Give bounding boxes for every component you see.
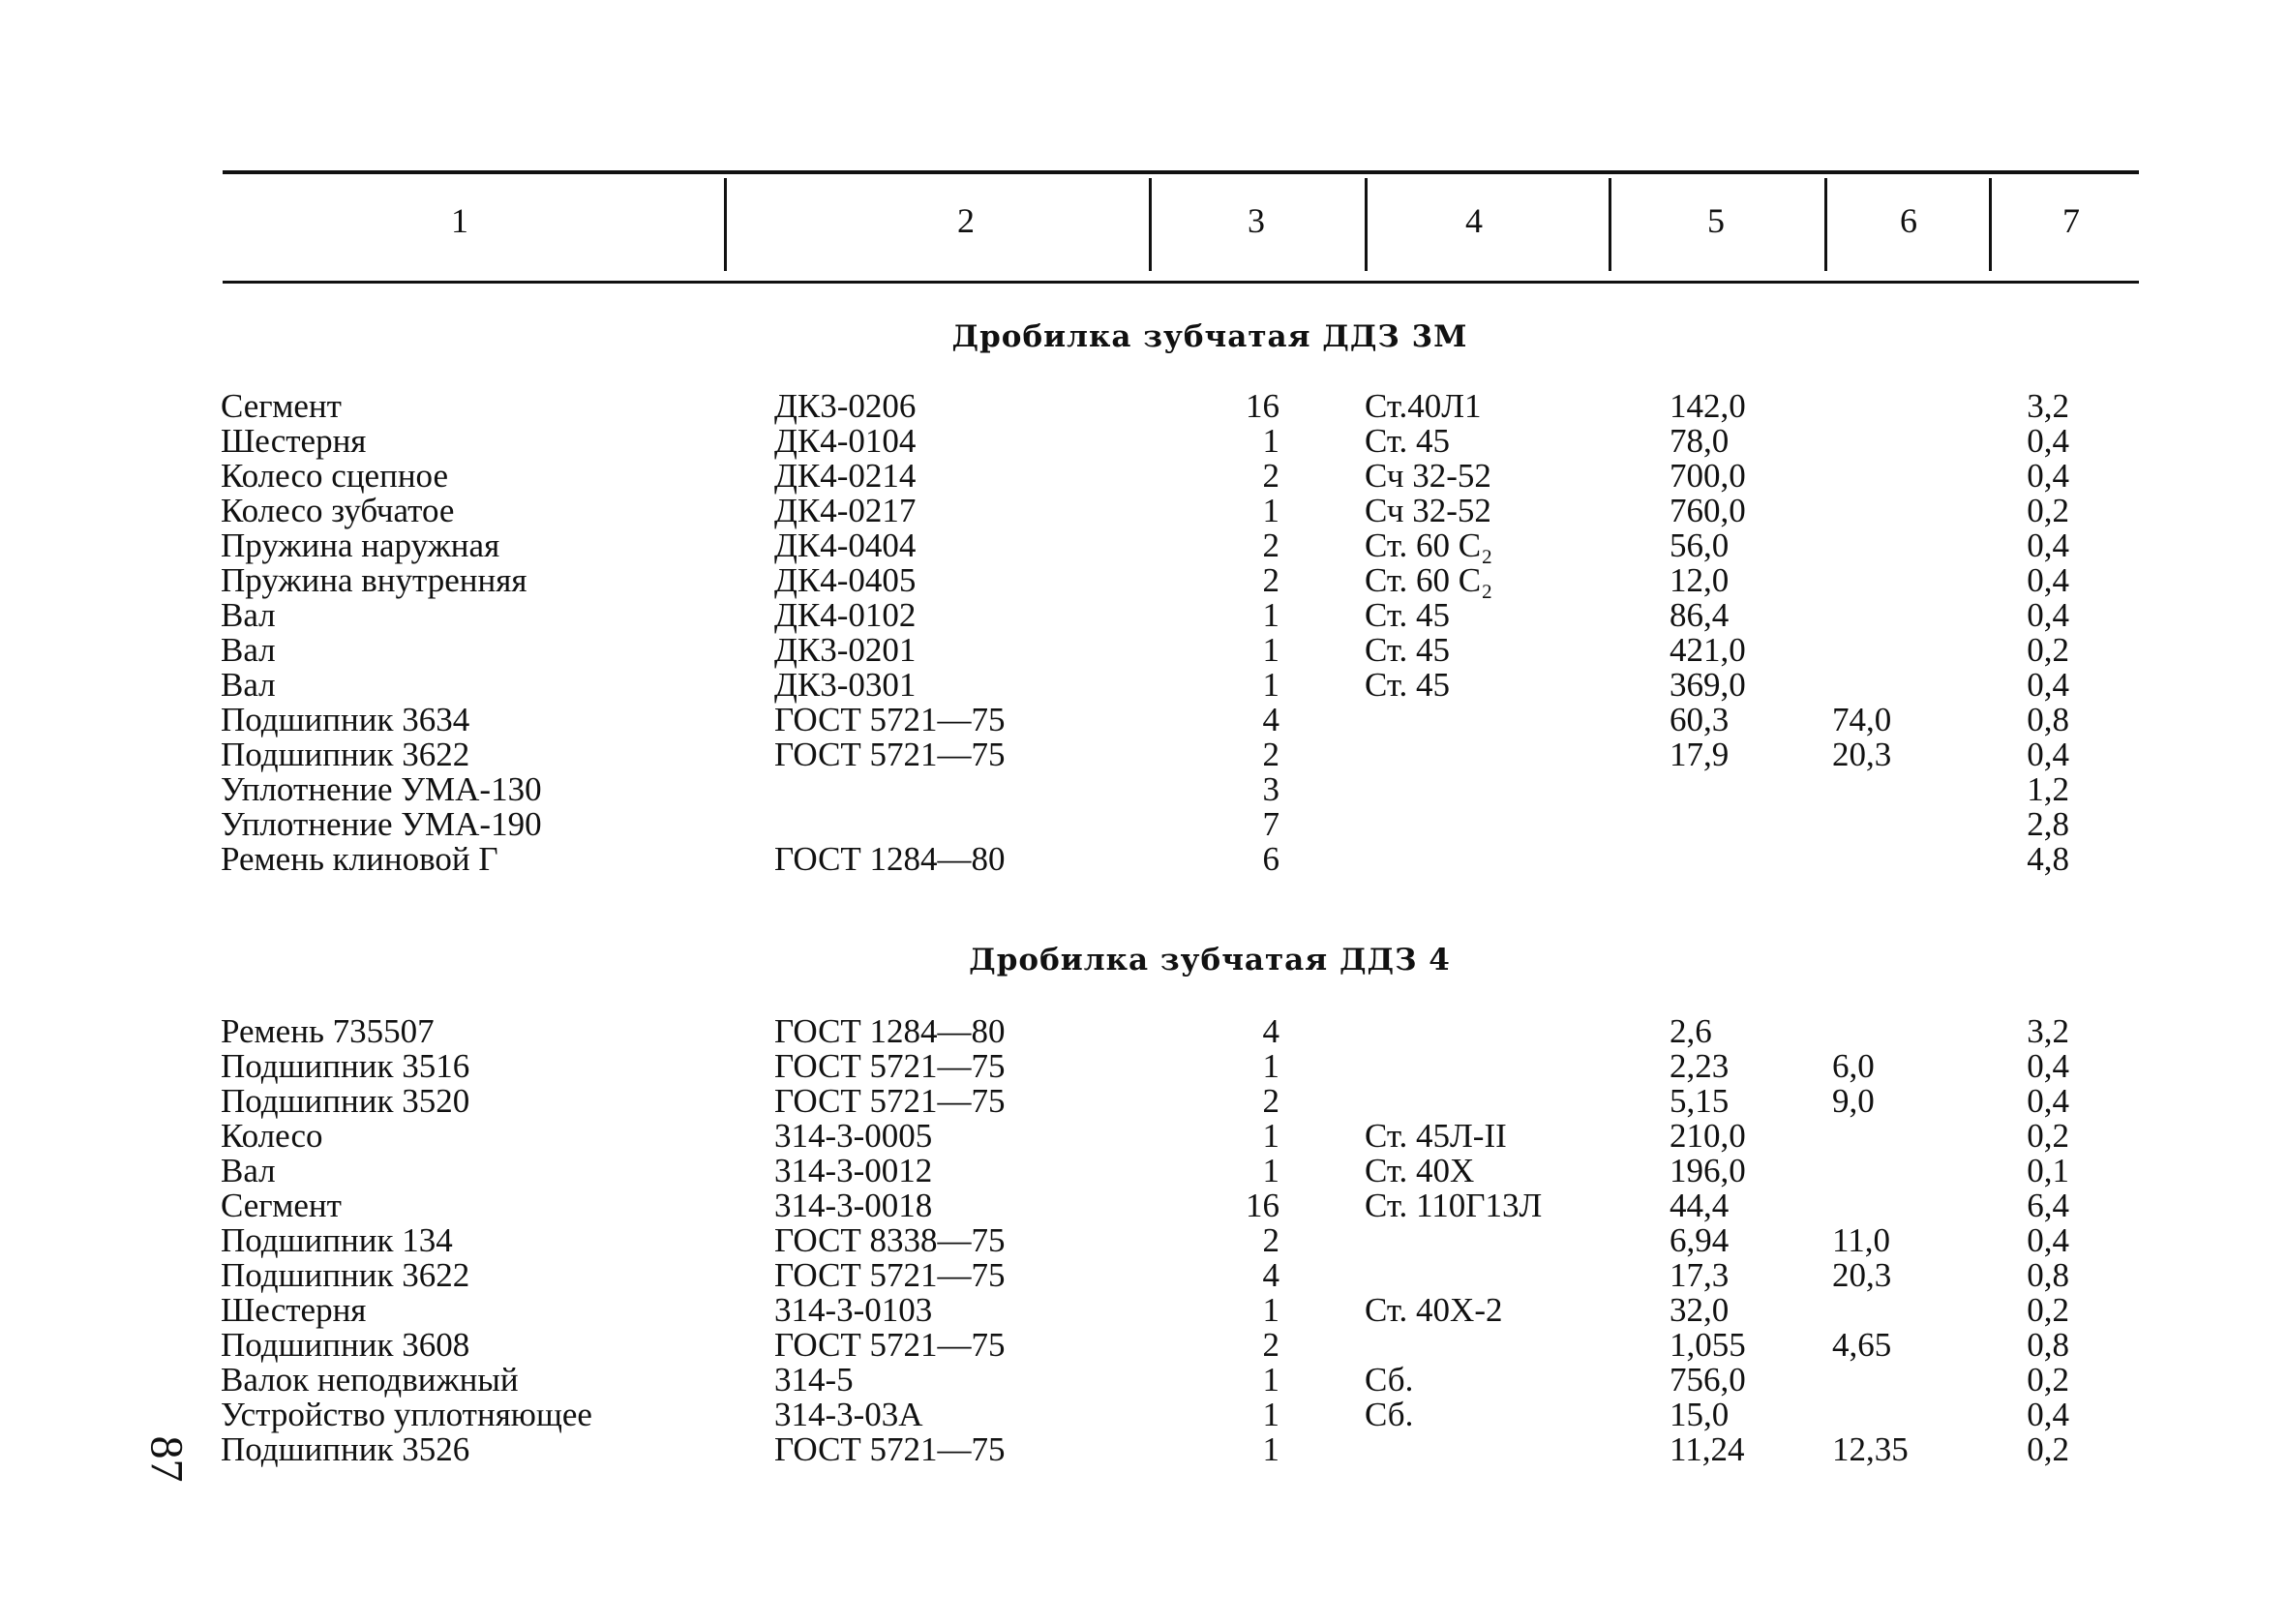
cell-designation: 314-3-0018: [774, 1187, 933, 1224]
cell-quantity: 4: [1262, 1256, 1279, 1294]
table-row: [0, 772, 2287, 807]
cell-material: Ст. 45: [1365, 666, 1451, 704]
cell-designation: ДК3-0206: [774, 387, 917, 425]
cell-extra-value: 12,35: [1832, 1430, 1909, 1468]
cell-quantity: 1: [1262, 1361, 1279, 1398]
cell-mass: 2,6: [1670, 1012, 1712, 1050]
cell-value: 0,8: [2027, 1256, 2069, 1294]
cell-value: 0,4: [2027, 736, 2069, 773]
column-header: 6: [1900, 201, 1917, 240]
cell-designation: ГОСТ 5721—75: [774, 1047, 1006, 1085]
cell-item-name: Ремень клиновой Г: [221, 840, 498, 878]
cell-value: 3,2: [2027, 1012, 2069, 1050]
cell-material: Ст.40Л1: [1365, 387, 1482, 425]
cell-value: 4,8: [2027, 840, 2069, 878]
cell-quantity: 2: [1262, 1221, 1279, 1259]
cell-material: Ст. 40Х-2: [1365, 1291, 1503, 1329]
cell-extra-value: 20,3: [1832, 736, 1892, 773]
column-separator: [724, 178, 727, 271]
cell-mass: 78,0: [1670, 422, 1730, 460]
cell-value: 0,4: [2027, 526, 2069, 564]
cell-item-name: Подшипник 3622: [221, 1256, 470, 1294]
cell-quantity: 1: [1262, 1117, 1279, 1155]
cell-value: 0,4: [2027, 1396, 2069, 1433]
cell-quantity: 1: [1262, 422, 1279, 460]
cell-item-name: Подшипник 134: [221, 1221, 453, 1259]
cell-value: 2,8: [2027, 805, 2069, 843]
cell-extra-value: 6,0: [1832, 1047, 1875, 1085]
cell-value: 0,4: [2027, 1047, 2069, 1085]
table-row: [0, 1398, 2287, 1432]
cell-quantity: 1: [1262, 666, 1279, 704]
cell-value: 3,2: [2027, 387, 2069, 425]
cell-designation: ГОСТ 5721—75: [774, 1256, 1006, 1294]
cell-designation: ДК4-0214: [774, 457, 917, 495]
cell-mass: 421,0: [1670, 631, 1746, 669]
cell-mass: 5,15: [1670, 1082, 1730, 1120]
column-header: 3: [1248, 201, 1265, 240]
cell-item-name: Вал: [221, 1152, 276, 1189]
cell-material: Ст. 45: [1365, 596, 1451, 634]
cell-item-name: Вал: [221, 596, 276, 634]
cell-extra-value: 20,3: [1832, 1256, 1892, 1294]
cell-designation: 314-3-0103: [774, 1291, 933, 1329]
cell-quantity: 1: [1262, 1047, 1279, 1085]
table-row: [0, 1119, 2287, 1154]
table-row: [0, 598, 2287, 633]
cell-extra-value: 11,0: [1832, 1221, 1890, 1259]
cell-mass: 6,94: [1670, 1221, 1730, 1259]
cell-designation: ДК4-0404: [774, 526, 917, 564]
cell-quantity: 1: [1262, 492, 1279, 529]
cell-item-name: Сегмент: [221, 1187, 342, 1224]
cell-value: 0,2: [2027, 1361, 2069, 1398]
cell-material: Сч 32-52: [1365, 457, 1491, 495]
table-top-rule: [223, 170, 2139, 174]
cell-material: Сб.: [1365, 1361, 1414, 1398]
cell-item-name: Устройство уплотняющее: [221, 1396, 592, 1433]
cell-mass: 142,0: [1670, 387, 1746, 425]
cell-mass: 210,0: [1670, 1117, 1746, 1155]
cell-item-name: Подшипник 3634: [221, 701, 470, 738]
cell-material: Ст. 110Г13Л: [1365, 1187, 1543, 1224]
cell-item-name: Уплотнение УМА-130: [221, 770, 542, 808]
cell-quantity: 2: [1262, 736, 1279, 773]
cell-material: Ст. 60 С₂: [1365, 526, 1493, 564]
cell-quantity: 1: [1262, 1291, 1279, 1329]
cell-mass: 1,055: [1670, 1326, 1746, 1364]
cell-value: 0,8: [2027, 701, 2069, 738]
cell-material: Ст. 60 С₂: [1365, 561, 1493, 599]
table-row: [0, 1049, 2287, 1084]
cell-quantity: 2: [1262, 526, 1279, 564]
cell-extra-value: 9,0: [1832, 1082, 1875, 1120]
cell-mass: 56,0: [1670, 526, 1730, 564]
cell-item-name: Валок неподвижный: [221, 1361, 519, 1398]
table-row: [0, 668, 2287, 703]
cell-value: 0,2: [2027, 1291, 2069, 1329]
cell-quantity: 3: [1262, 770, 1279, 808]
cell-quantity: 16: [1246, 387, 1279, 425]
cell-material: Ст. 45Л-II: [1365, 1117, 1507, 1155]
cell-item-name: Ремень 735507: [221, 1012, 435, 1050]
cell-designation: ДК3-0301: [774, 666, 917, 704]
column-separator: [1824, 178, 1827, 271]
cell-designation: 314-3-0005: [774, 1117, 933, 1155]
cell-designation: ДК4-0405: [774, 561, 917, 599]
table-row: [0, 1363, 2287, 1398]
cell-quantity: 1: [1262, 631, 1279, 669]
table-row: [0, 1084, 2287, 1119]
cell-item-name: Пружина наружная: [221, 526, 500, 564]
column-header: 1: [451, 201, 468, 240]
cell-item-name: Вал: [221, 631, 276, 669]
table-row: [0, 1014, 2287, 1049]
cell-mass: 86,4: [1670, 596, 1730, 634]
cell-quantity: 1: [1262, 1152, 1279, 1189]
table-header-bottom-rule: [223, 281, 2139, 284]
section-title: Дробилка зубчатая ДДЗ 4: [969, 943, 1451, 977]
cell-value: 0,4: [2027, 422, 2069, 460]
cell-mass: 44,4: [1670, 1187, 1730, 1224]
cell-item-name: Подшипник 3526: [221, 1430, 470, 1468]
cell-designation: ГОСТ 5721—75: [774, 701, 1006, 738]
cell-quantity: 2: [1262, 561, 1279, 599]
cell-item-name: Подшипник 3516: [221, 1047, 470, 1085]
cell-quantity: 1: [1262, 1396, 1279, 1433]
cell-mass: 196,0: [1670, 1152, 1746, 1189]
cell-item-name: Вал: [221, 666, 276, 704]
cell-quantity: 4: [1262, 1012, 1279, 1050]
table-row: [0, 528, 2287, 563]
column-header: 7: [2062, 201, 2080, 240]
cell-mass: 369,0: [1670, 666, 1746, 704]
column-header: 2: [957, 201, 975, 240]
table-row: [0, 424, 2287, 459]
cell-item-name: Подшипник 3520: [221, 1082, 470, 1120]
table-row: [0, 703, 2287, 737]
column-separator: [1149, 178, 1152, 271]
cell-material: Ст. 45: [1365, 422, 1451, 460]
cell-quantity: 2: [1262, 1326, 1279, 1364]
cell-material: Сб.: [1365, 1396, 1414, 1433]
table-row: [0, 1188, 2287, 1223]
cell-item-name: Колесо сцепное: [221, 457, 449, 495]
cell-value: 6,4: [2027, 1187, 2069, 1224]
cell-quantity: 4: [1262, 701, 1279, 738]
cell-extra-value: 74,0: [1832, 701, 1892, 738]
cell-designation: ГОСТ 5721—75: [774, 1082, 1006, 1120]
cell-quantity: 2: [1262, 1082, 1279, 1120]
cell-designation: ДК4-0102: [774, 596, 917, 634]
cell-quantity: 2: [1262, 457, 1279, 495]
cell-item-name: Шестерня: [221, 422, 367, 460]
cell-mass: 756,0: [1670, 1361, 1746, 1398]
cell-mass: 17,3: [1670, 1256, 1730, 1294]
table-row: [0, 842, 2287, 877]
table-row: [0, 494, 2287, 528]
table-row: [0, 737, 2287, 772]
cell-value: 0,2: [2027, 492, 2069, 529]
cell-value: 0,4: [2027, 1221, 2069, 1259]
cell-quantity: 1: [1262, 1430, 1279, 1468]
cell-mass: 11,24: [1670, 1430, 1745, 1468]
cell-quantity: 6: [1262, 840, 1279, 878]
table-row: [0, 563, 2287, 598]
table-row: [0, 633, 2287, 668]
cell-mass: 17,9: [1670, 736, 1730, 773]
cell-value: 0,2: [2027, 631, 2069, 669]
cell-value: 0,4: [2027, 666, 2069, 704]
cell-value: 0,4: [2027, 596, 2069, 634]
cell-item-name: Подшипник 3622: [221, 736, 470, 773]
cell-item-name: Сегмент: [221, 387, 342, 425]
cell-value: 0,1: [2027, 1152, 2069, 1189]
section-title: Дробилка зубчатая ДДЗ 3М: [951, 319, 1468, 354]
table-row: [0, 1258, 2287, 1293]
cell-quantity: 16: [1246, 1187, 1279, 1224]
cell-designation: ГОСТ 8338—75: [774, 1221, 1006, 1259]
table-row: [0, 389, 2287, 424]
cell-item-name: Уплотнение УМА-190: [221, 805, 542, 843]
table-row: [0, 1223, 2287, 1258]
cell-item-name: Шестерня: [221, 1291, 367, 1329]
column-header: 4: [1465, 201, 1483, 240]
cell-value: 0,4: [2027, 561, 2069, 599]
column-separator: [1365, 178, 1368, 271]
cell-mass: 15,0: [1670, 1396, 1730, 1433]
table-row: [0, 1432, 2287, 1467]
cell-designation: 314-3-03А: [774, 1396, 923, 1433]
cell-designation: ГОСТ 1284—80: [774, 1012, 1006, 1050]
cell-designation: ГОСТ 1284—80: [774, 840, 1006, 878]
cell-value: 1,2: [2027, 770, 2069, 808]
cell-material: Ст. 45: [1365, 631, 1451, 669]
cell-designation: ДК4-0104: [774, 422, 917, 460]
cell-mass: 2,23: [1670, 1047, 1730, 1085]
cell-designation: ДК4-0217: [774, 492, 917, 529]
cell-designation: ГОСТ 5721—75: [774, 1326, 1006, 1364]
cell-item-name: Колесо: [221, 1117, 323, 1155]
cell-item-name: Подшипник 3608: [221, 1326, 470, 1364]
cell-value: 0,4: [2027, 1082, 2069, 1120]
table-row: [0, 1154, 2287, 1188]
cell-value: 0,2: [2027, 1430, 2069, 1468]
page-number: 87: [140, 1435, 193, 1483]
cell-value: 0,2: [2027, 1117, 2069, 1155]
cell-item-name: Пружина внутренняя: [221, 561, 527, 599]
cell-mass: 32,0: [1670, 1291, 1730, 1329]
cell-designation: 314-3-0012: [774, 1152, 933, 1189]
cell-designation: ГОСТ 5721—75: [774, 1430, 1006, 1468]
table-row: [0, 459, 2287, 494]
cell-mass: 760,0: [1670, 492, 1746, 529]
cell-quantity: 1: [1262, 596, 1279, 634]
table-row: [0, 1328, 2287, 1363]
table-row: [0, 807, 2287, 842]
cell-mass: 700,0: [1670, 457, 1746, 495]
cell-extra-value: 4,65: [1832, 1326, 1892, 1364]
table-row: [0, 1293, 2287, 1328]
cell-quantity: 7: [1262, 805, 1279, 843]
cell-designation: ГОСТ 5721—75: [774, 736, 1006, 773]
cell-mass: 60,3: [1670, 701, 1730, 738]
cell-material: Ст. 40Х: [1365, 1152, 1475, 1189]
cell-mass: 12,0: [1670, 561, 1730, 599]
column-separator: [1609, 178, 1611, 271]
cell-designation: ДК3-0201: [774, 631, 917, 669]
cell-item-name: Колесо зубчатое: [221, 492, 455, 529]
cell-value: 0,4: [2027, 457, 2069, 495]
column-header: 5: [1707, 201, 1725, 240]
cell-value: 0,8: [2027, 1326, 2069, 1364]
cell-material: Сч 32-52: [1365, 492, 1491, 529]
cell-designation: 314-5: [774, 1361, 854, 1398]
column-separator: [1989, 178, 1992, 271]
